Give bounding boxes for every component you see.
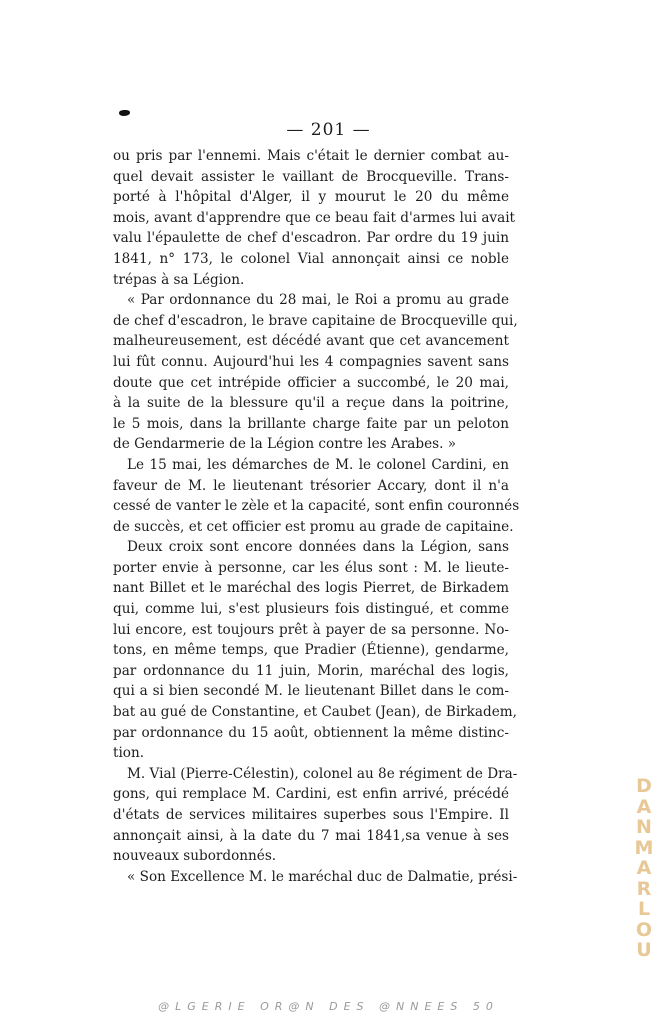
text-line: par ordonnance du 11 juin, Morin, maréchal des logis, — [113, 662, 509, 679]
text-line: de chef d'escadron, le brave capitaine de Brocqueville qui, — [113, 312, 518, 329]
text-line: lui encore, est toujours prêt à payer de sa personne. No- — [113, 621, 509, 638]
text-line: porté à l'hôpital d'Alger, il y mourut le 20 du même — [113, 189, 509, 206]
text-line: valu l'épaulette de chef d'escadron. Par ordre du 19 juin — [113, 230, 509, 247]
watermark-letter: D — [636, 775, 652, 797]
text-line: bat au gué de Constantine, et Caubet (Jean), de Birkadem, — [113, 704, 517, 721]
watermark-letter: N — [636, 816, 652, 838]
text-line: doute que cet intrépide officier a succombé, le 20 mai, — [113, 374, 509, 391]
watermark — [632, 776, 656, 961]
text-line: de succès, et cet officier est promu au grade de capitaine. — [113, 518, 514, 535]
text-line: gons, qui remplace M. Cardini, est enfin arrivé, précédé — [113, 786, 509, 803]
text-line: à la suite de la blessure qu'il a reçue dans la poitrine, — [113, 395, 509, 412]
text-line: trépas à sa Légion. — [113, 271, 245, 288]
text-line: mois, avant d'apprendre que ce beau fait d'armes lui avait — [113, 209, 516, 226]
text-line: Deux croix sont encore données dans la Légion, sans — [127, 539, 509, 556]
ink-speck — [119, 110, 130, 116]
text-line: « Son Excellence M. le maréchal duc de Dalmatie, prési- — [127, 868, 518, 885]
watermark-letter: A — [636, 857, 652, 879]
text-line: par ordonnance du 15 août, obtiennent la même distinc- — [113, 724, 509, 741]
text-line: Le 15 mai, les démarches de M. le colonel Cardini, en — [127, 456, 509, 473]
text-line: tion. — [113, 745, 145, 762]
page-number: — 201 — — [286, 120, 371, 140]
text-line: 1841, n° 173, le colonel Vial annonçait ainsi ce noble — [113, 250, 509, 267]
text-line: d'états de services militaires superbes sous l'Empire. Il — [113, 807, 509, 823]
watermark-letter: R — [636, 877, 652, 900]
text-line: ou pris par l'ennemi. Mais c'était le dernier combat au- — [113, 148, 509, 164]
text-line: qui a si bien secondé M. le lieutenant Billet dans le com- — [113, 683, 509, 700]
text-line: de Gendarmerie de la Légion contre les Arabes. » — [113, 436, 457, 453]
text-line: lui fût connu. Aujourd'hui les 4 compagnies savent sans — [113, 353, 509, 370]
text-line: cessé de vanter le zèle et la capacité, sont enfin couronnés — [113, 498, 520, 515]
text-line: qui, comme lui, s'est plusieurs fois distingué, et comme — [113, 601, 509, 618]
text-line: M. Vial (Pierre-Célestin), colonel au 8e régiment de Dra- — [127, 765, 518, 782]
text-line: annonçait ainsi, à la date du 7 mai 1841,sa venue à ses — [113, 827, 509, 844]
body-text — [113, 146, 520, 887]
text-line: nouveaux subordonnés. — [113, 848, 277, 865]
text-line: porter envie à personne, car les élus sont : M. le lieute- — [113, 559, 509, 576]
footer-caption: @LGERIE OR@N DES @NNEES 50 — [158, 1000, 499, 1013]
text-line: faveur de M. le lieutenant trésorier Accary, dont il n'a — [113, 477, 509, 494]
watermark-letter: U — [636, 939, 652, 961]
watermark-letter: O — [635, 918, 653, 941]
watermark-letter: A — [636, 795, 652, 818]
text-line: malheureusement, est décédé avant que cet avancement — [113, 333, 509, 350]
watermark-letter: L — [637, 898, 651, 920]
text-line: tons, en même temps, que Pradier (Étienne), gendarme, — [113, 642, 509, 659]
text-line: « Par ordonnance du 28 mai, le Roi a promu au grade — [127, 292, 509, 309]
text-line: le 5 mois, dans la brillante charge faite par un peloton — [113, 415, 509, 432]
text-line: quel devait assister le vaillant de Brocqueville. Trans- — [113, 168, 509, 185]
text-line: nant Billet et le maréchal des logis Pierret, de Birkadem — [113, 580, 509, 597]
watermark-letter: M — [634, 836, 654, 859]
